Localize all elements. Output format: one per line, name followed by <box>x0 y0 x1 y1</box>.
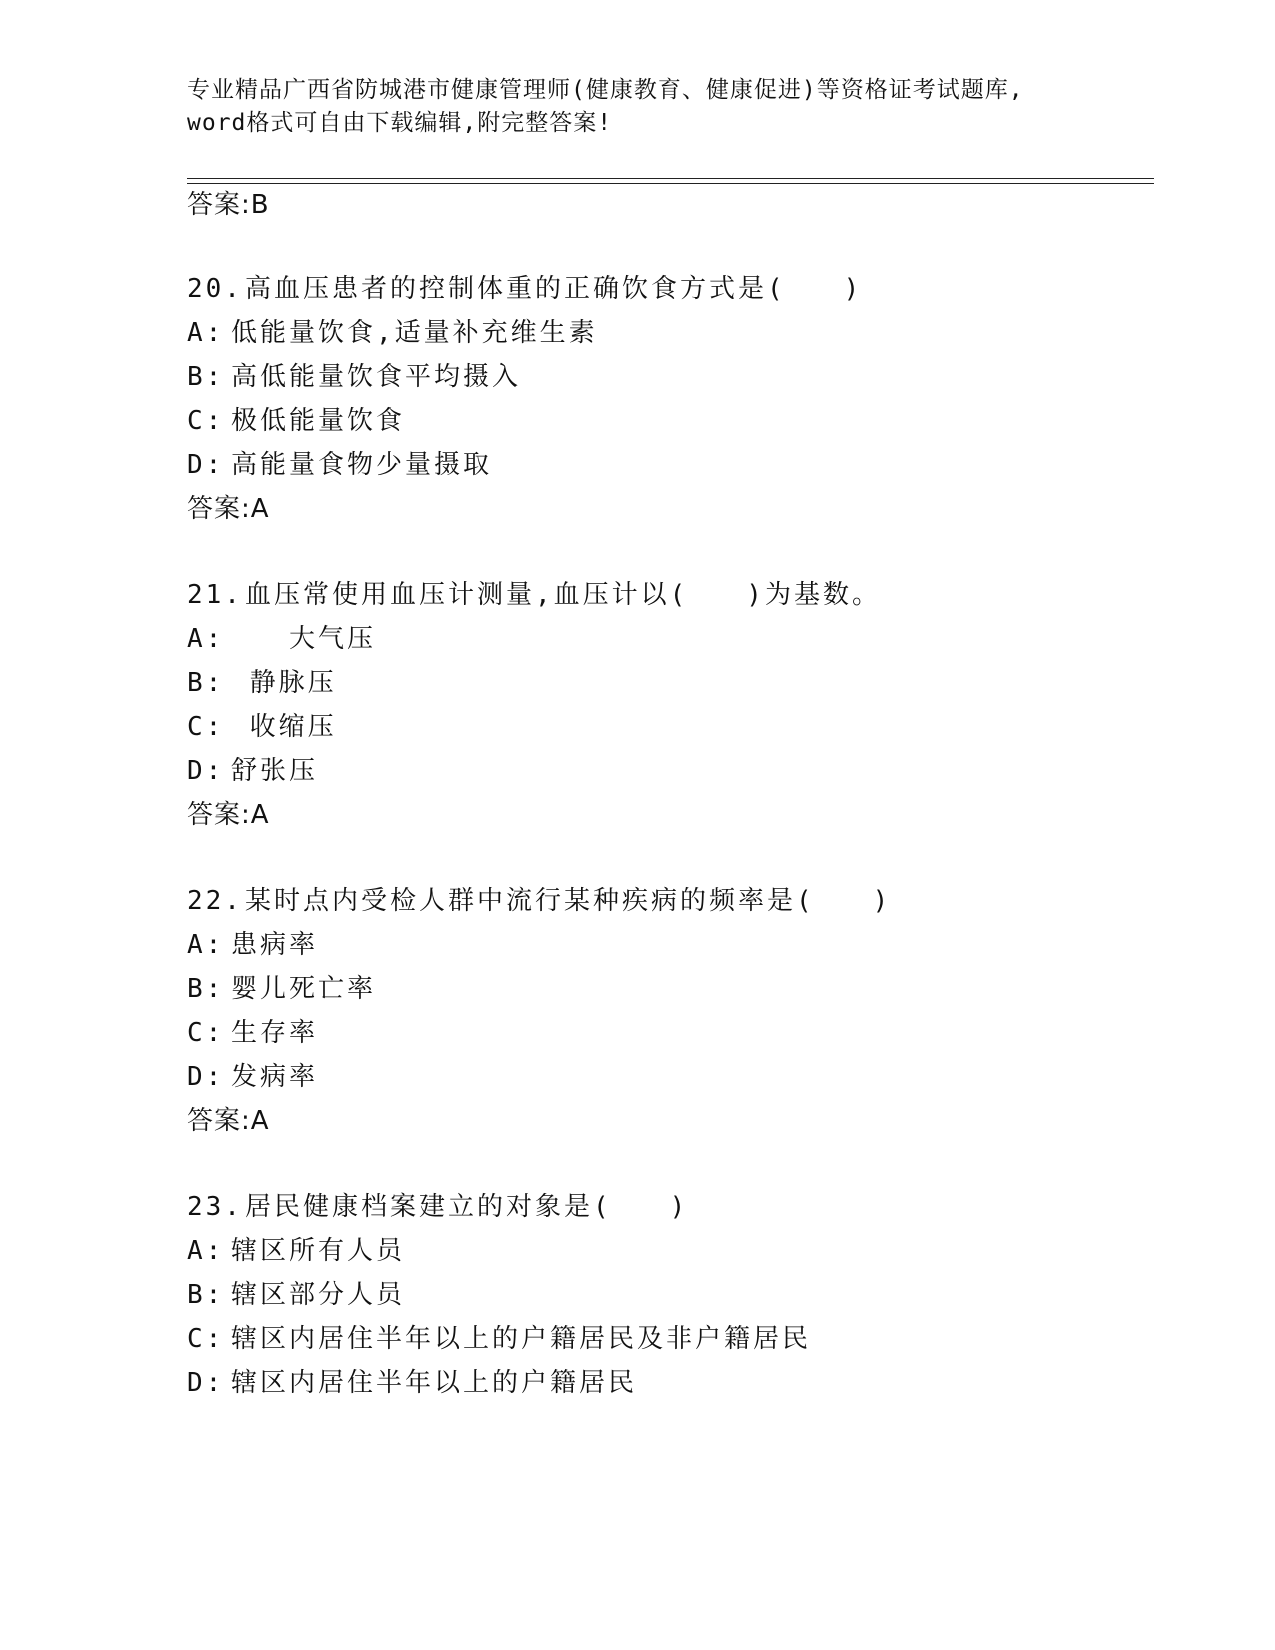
question-20-option-a <box>187 316 598 350</box>
question-23-option-b <box>187 1278 405 1312</box>
question-text: 高血压患者的控制体重的正确饮食方式是( ) <box>245 274 863 304</box>
question-22-stem <box>187 884 891 918</box>
question-22-answer: 答案:A <box>187 1106 270 1136</box>
option-label: B: <box>187 974 225 1004</box>
question-number: 21. <box>187 580 243 610</box>
option-label: C: <box>187 1324 225 1354</box>
question-21-stem <box>187 578 881 612</box>
option-label: A: <box>187 930 225 960</box>
header-divider-bottom <box>187 183 1154 184</box>
question-20-option-b <box>187 360 521 394</box>
option-text: 高低能量饮食平均摄入 <box>231 362 522 392</box>
option-label: C: <box>187 712 225 742</box>
question-21-option-b <box>187 666 337 700</box>
option-text: 辖区部分人员 <box>231 1280 406 1310</box>
option-text: 收缩压 <box>231 712 337 742</box>
question-21-option-d <box>187 754 318 788</box>
option-text: 辖区内居住半年以上的户籍居民 <box>231 1368 638 1398</box>
option-text: 辖区所有人员 <box>231 1236 406 1266</box>
question-20-answer: 答案:A <box>187 494 270 524</box>
question-23-option-c <box>187 1322 811 1356</box>
option-text: 大气压 <box>231 624 377 654</box>
option-text: 静脉压 <box>231 668 337 698</box>
option-label: B: <box>187 668 225 698</box>
option-text: 舒张压 <box>231 756 319 786</box>
question-21-option-c <box>187 710 337 744</box>
question-22-option-d <box>187 1060 318 1094</box>
option-text: 婴儿死亡率 <box>231 974 377 1004</box>
option-text: 患病率 <box>231 930 319 960</box>
option-label: B: <box>187 362 225 392</box>
question-22-option-c <box>187 1016 318 1050</box>
option-label: A: <box>187 1236 225 1266</box>
option-label: D: <box>187 1062 225 1092</box>
question-22-option-b <box>187 972 376 1006</box>
question-20-option-d <box>187 448 492 482</box>
option-text: 极低能量饮食 <box>231 406 406 436</box>
option-text: 高能量食物少量摄取 <box>231 450 493 480</box>
question-23-option-a <box>187 1234 405 1268</box>
header-divider-top <box>187 178 1154 179</box>
question-20-stem <box>187 272 862 306</box>
header-line-1: 专业精品广西省防城港市健康管理师(健康教育、健康促进)等资格证考试题库, <box>187 77 1024 103</box>
question-21-option-a <box>187 622 376 656</box>
previous-answer: 答案:B <box>187 190 270 220</box>
option-label: B: <box>187 1280 225 1310</box>
question-number: 22. <box>187 886 243 916</box>
option-label: D: <box>187 1368 225 1398</box>
question-number: 23. <box>187 1192 243 1222</box>
option-text: 生存率 <box>231 1018 319 1048</box>
option-label: D: <box>187 756 225 786</box>
option-label: C: <box>187 1018 225 1048</box>
question-23-stem <box>187 1190 688 1224</box>
option-text: 低能量饮食,适量补充维生素 <box>231 318 598 348</box>
question-21-answer: 答案:A <box>187 800 270 830</box>
question-23-option-d <box>187 1366 637 1400</box>
option-label: A: <box>187 624 225 654</box>
question-text: 居民健康档案建立的对象是( ) <box>245 1192 689 1222</box>
question-text: 血压常使用血压计测量,血压计以( )为基数。 <box>245 580 881 610</box>
option-text: 辖区内居住半年以上的户籍居民及非户籍居民 <box>231 1324 812 1354</box>
option-label: C: <box>187 406 225 436</box>
question-text: 某时点内受检人群中流行某种疾病的频率是( ) <box>245 886 892 916</box>
option-label: D: <box>187 450 225 480</box>
option-text: 发病率 <box>231 1062 319 1092</box>
document-header <box>187 74 1087 140</box>
header-line-2: word格式可自由下载编辑,附完整答案! <box>187 110 613 136</box>
question-number: 20. <box>187 274 243 304</box>
option-label: A: <box>187 318 225 348</box>
question-22-option-a <box>187 928 318 962</box>
question-20-option-c <box>187 404 405 438</box>
